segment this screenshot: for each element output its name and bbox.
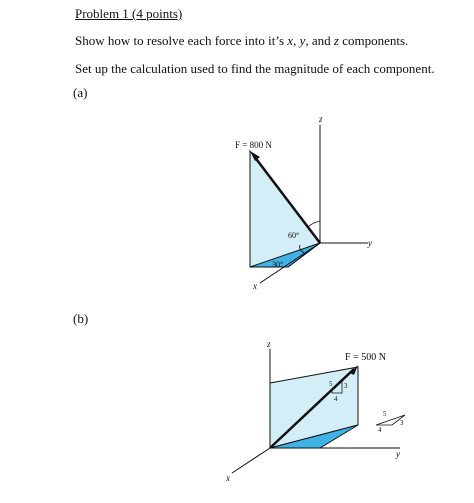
figure-b-slope-vertical-rise: 3 <box>344 382 348 390</box>
figure-b-slope-horizontal-rise: 3 <box>400 419 404 427</box>
figure-a-angle-60-label: 60° <box>288 231 300 240</box>
figure-b-slope-horizontal-run: 4 <box>378 426 382 434</box>
figure-a-axis-y-label: y <box>368 238 372 248</box>
instruction-1-sep1: , <box>293 33 300 48</box>
figure-b-slope-vertical-run: 4 <box>334 395 338 403</box>
figure-b-slope-horizontal-hyp: 5 <box>383 410 387 418</box>
figure-b-slope-vertical-hyp: 5 <box>329 380 333 388</box>
instruction-line-1 <box>75 33 408 48</box>
figure-a-angle-30-label: 30° <box>272 260 284 269</box>
figure-b-x-axis <box>232 448 270 473</box>
instruction-1-suffix: components. <box>338 33 409 48</box>
figure-a-force-label: F = 800 N <box>235 140 272 150</box>
figure-a-label: (a) <box>73 85 88 100</box>
instruction-1-z: z <box>333 33 339 48</box>
instruction-1-y: y <box>299 33 306 48</box>
instruction-1-x: x <box>287 33 294 48</box>
instruction-line-2: Set up the calculation used to find the magnitude of each component. <box>75 61 435 76</box>
figure-b-axis-x-label: x <box>226 473 230 483</box>
figure-b-force-label: F = 500 N <box>345 352 386 363</box>
figure-b-axis-y-label: y <box>396 449 400 459</box>
figure-b-diagram <box>220 335 420 503</box>
figure-b-axis-z-label: z <box>267 339 271 349</box>
figure-a-angle-60-arc <box>308 221 320 227</box>
instruction-1-sep2: , and <box>305 33 334 48</box>
figure-a-axis-z-label: z <box>319 114 323 124</box>
figure-b-label: (b) <box>73 311 89 326</box>
figure-a-axis-x-label: x <box>253 281 257 291</box>
figure-a-diagram <box>200 105 400 305</box>
problem-title: Problem 1 (4 points) <box>75 6 183 21</box>
instruction-1-prefix: Show how to resolve each force into it’s <box>75 33 288 48</box>
